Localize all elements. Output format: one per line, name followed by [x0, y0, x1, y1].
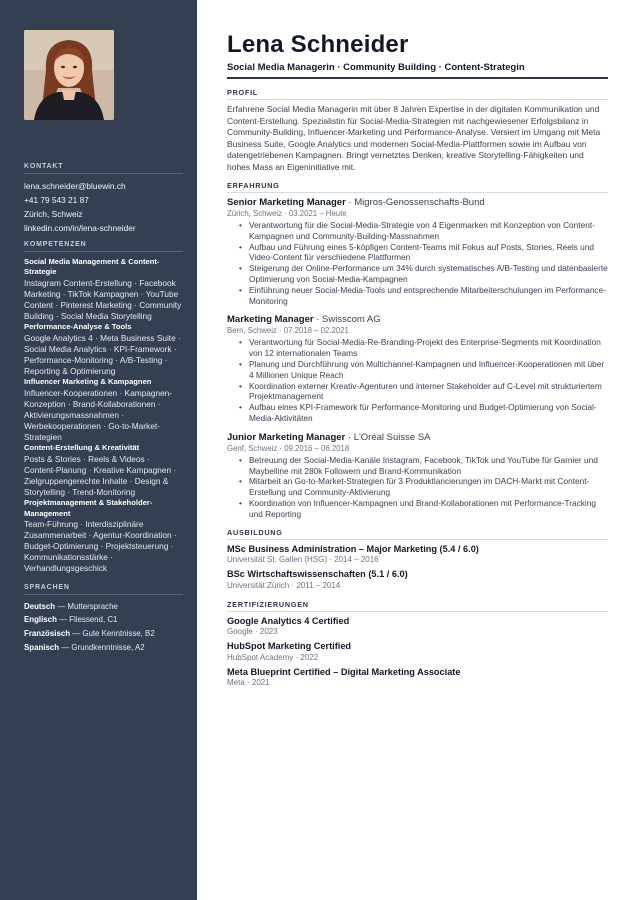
cert-meta: HubSpot Academy · 2022	[227, 652, 319, 662]
contact-phone[interactable]: +41 79 543 21 87	[24, 195, 89, 205]
skill-group	[24, 257, 183, 321]
degree-title: BSc Wirtschaftswissenschaften (5.1 / 6.0)	[227, 569, 408, 580]
job-bullet: • Aufbau und Führung eines 5-köpfigen Content-Teams mit Fokus auf Posts, Stories, Reels und Video-Content für verschiedene Plattformen	[239, 242, 608, 264]
job-entry	[227, 197, 608, 306]
language-level: — Fliessend, C1	[59, 615, 118, 625]
job-bullets	[227, 455, 608, 520]
cert-title: Meta Blueprint Certified – Digital Marketing Associate	[227, 666, 461, 677]
cert-title: Google Analytics 4 Certified	[227, 615, 350, 626]
certification-entry	[227, 616, 608, 638]
tagline: Social Media Managerin · Community Building · Content-Strategin	[227, 62, 608, 79]
certification-entry	[227, 667, 608, 689]
skill-group-items: Posts & Stories · Reels & Videos · Content-Planung · Kreative Kampagnen · Zielgruppengerechte Inhalte · Design & Storytelling · Trend-Monitoring	[24, 453, 177, 497]
language-level: — Gute Kenntnisse, B2	[72, 628, 155, 638]
job-meta: Zürich, Schweiz · 03.2021 – Heute	[227, 209, 347, 218]
job-title-line	[227, 197, 608, 209]
job-title: Junior Marketing Manager	[227, 431, 346, 443]
profile-summary: Erfahrene Social Media Managerin mit über 8 Jahren Expertise in der digitalen Kommunikation und Content-Erstellung. Spezialistin für Social-Media-Strategien mit nachgewiesener Erfolgsbilanz in Community-Building, Influencer-Marketing und Performance-Analyse. Versiert im Umgang mit Meta Business Suite, Google Analytics und modernen Social-Media-Plattformen sowie im Aufbau von datengetriebenen Kampagnen. Bringt vernetztes Denken, kreative Storytelling-Fähigkeiten und hohes Mass an Eigeninitiative mit.	[227, 104, 601, 172]
contact-linkedin[interactable]: linkedin.com/in/lena-schneider	[24, 223, 136, 233]
languages-section	[24, 584, 183, 654]
language-item	[24, 627, 183, 641]
job-entry	[227, 314, 608, 423]
contact-heading: KONTAKT	[24, 163, 183, 174]
skill-group-title: Content-Erstellung & Kreativität	[24, 443, 140, 453]
language-name: Französisch	[24, 628, 71, 638]
job-title: Senior Marketing Manager	[227, 197, 346, 208]
contact-email[interactable]: lena.schneider@bluewin.ch	[24, 181, 126, 191]
skill-group	[24, 377, 183, 442]
job-company: · Migros-Genossenschafts-Bund	[348, 197, 485, 208]
language-level: — Grundkenntnisse, A2	[61, 642, 145, 652]
job-company: · L'Oréal Suisse SA	[347, 431, 431, 443]
skill-group-title: Influencer Marketing & Kampagnen	[24, 377, 152, 387]
job-meta: Genf, Schweiz · 09.2016 – 06.2018	[227, 443, 350, 453]
degree-meta: Universität Zürich · 2011 – 2014	[227, 580, 341, 590]
main-content	[227, 30, 608, 692]
experience-heading: ERFAHRUNG	[227, 181, 608, 193]
skills-section	[24, 241, 183, 574]
job-entry	[227, 432, 608, 520]
skill-group-title: Performance-Analyse & Tools	[24, 322, 132, 332]
person-name: Lena Schneider	[227, 31, 409, 58]
job-bullet: • Planung und Durchführung von Multichannel-Kampagnen und Influencer-Kooperationen mit über 4 Millionen Unique Reach	[239, 359, 608, 381]
degree-title: MSc Business Administration – Major Marketing (5.4 / 6.0)	[227, 543, 479, 554]
language-name: Deutsch	[24, 601, 56, 611]
job-bullet: • Steigerung der Online-Performance um 34% durch systematisches A/B-Testing und datenbasierte Optimierung von Social-Media-Kampagnen	[239, 263, 608, 285]
sidebar	[0, 0, 197, 900]
job-bullet: • Mitarbeit an Go-to-Market-Strategien für 3 Produktlancierungen im DACH-Markt mit Content-Erstellung und Community-Aktivierung	[239, 476, 608, 498]
job-title: Marketing Manager	[227, 314, 314, 326]
job-title-line	[227, 432, 608, 444]
language-item	[24, 641, 183, 655]
certifications-heading: ZERTIFIZIERUNGEN	[227, 600, 608, 612]
certification-entry	[227, 641, 608, 663]
skill-group-items: Influencer-Kooperationen · Kampagnen-Konzeption · Brand-Kollaborationen · Aktivierungsmassnahmen · Werbekooperationen · Go-to-Market-Strategien	[24, 387, 173, 442]
job-bullet: • Koordination von Influencer-Kampagnen und Brand-Kollaborationen mit Performance-Tracking und Reporting	[239, 498, 608, 520]
cert-meta: Google · 2023	[227, 627, 278, 637]
job-bullet: • Verantwortung für die Social-Media-Strategie von 4 Eigenmarken mit Konzeption von Content-Kampagnen und Community-Building-Massnahmen	[239, 220, 608, 242]
job-meta: Bern, Schweiz · 07.2018 – 02.2021	[227, 326, 349, 336]
skill-group	[24, 443, 183, 497]
degree-meta: Universität St. Gallen (HSG) · 2014 – 2016	[227, 555, 379, 565]
skill-group-items: Google Analytics 4 · Meta Business Suite · Social Media Analytics · KPI-Framework · Performance-Monitoring · A/B-Testing · Reporting & Optimierung	[24, 332, 181, 376]
contact-section	[24, 163, 183, 235]
profile-heading: PROFIL	[227, 88, 608, 100]
job-company: · Swisscom AG	[316, 314, 381, 326]
profile-photo	[24, 30, 114, 120]
job-bullets	[227, 220, 608, 306]
skill-group	[24, 498, 183, 573]
contact-location: Zürich, Schweiz	[24, 209, 83, 219]
skill-group-title: Social Media Management & Content-Strategie	[24, 257, 160, 277]
job-title-line	[227, 314, 608, 326]
job-bullet: • Koordination externer Kreativ-Agenturen und interner Stakeholder auf C-Level mit strukturiertem Projektmanagement	[239, 381, 608, 403]
language-name: Spanisch	[24, 642, 60, 652]
language-level: — Muttersprache	[57, 601, 118, 611]
cert-title: HubSpot Marketing Certified	[227, 641, 352, 652]
skill-group-title: Projektmanagement & Stakeholder-Management	[24, 498, 153, 518]
languages-heading: SPRACHEN	[24, 584, 183, 595]
skills-heading: KOMPETENZEN	[24, 241, 183, 252]
job-bullet: • Einführung neuer Social-Media-Tools und entsprechende Mitarbeiterschulungen im Performance-Monitoring	[239, 285, 608, 307]
education-entry	[227, 544, 608, 566]
job-bullet: • Aufbau eines KPI-Framework für Performance-Monitoring und Budget-Optimierung von Social-Media-Aktivitäten	[239, 402, 608, 424]
education-entry	[227, 569, 608, 591]
cert-meta: Meta · 2021	[227, 678, 270, 688]
job-bullets	[227, 337, 608, 423]
language-item	[24, 613, 183, 627]
education-heading: AUSBILDUNG	[227, 528, 608, 540]
language-name: Englisch	[24, 615, 57, 625]
language-item	[24, 600, 183, 614]
skill-group-items: Team-Führung · Interdisziplinäre Zusammenarbeit · Agentur-Koordination · Budget-Optimierung · Projektsteuerung · Kommunikationsstärke · Verhandlungsgeschick	[24, 519, 177, 573]
skill-group-items: Instagram Content-Erstellung · Facebook Marketing · TikTok Kampagnen · YouTube Content · Pinterest Marketing · Community Building · Social Media Storytelling	[24, 277, 182, 321]
job-bullet: • Betreuung der Social-Media-Kanäle Instagram, Facebook, TikTok und YouTube für Garnier und Maybelline mit 280k Followern und Brand-Kommunikation	[239, 455, 608, 477]
job-bullet: • Verantwortung für Social-Media-Re-Branding-Projekt des Enterprise-Segments mit Koordination von 12 internationalen Teams	[239, 337, 608, 359]
skill-group	[24, 322, 183, 376]
